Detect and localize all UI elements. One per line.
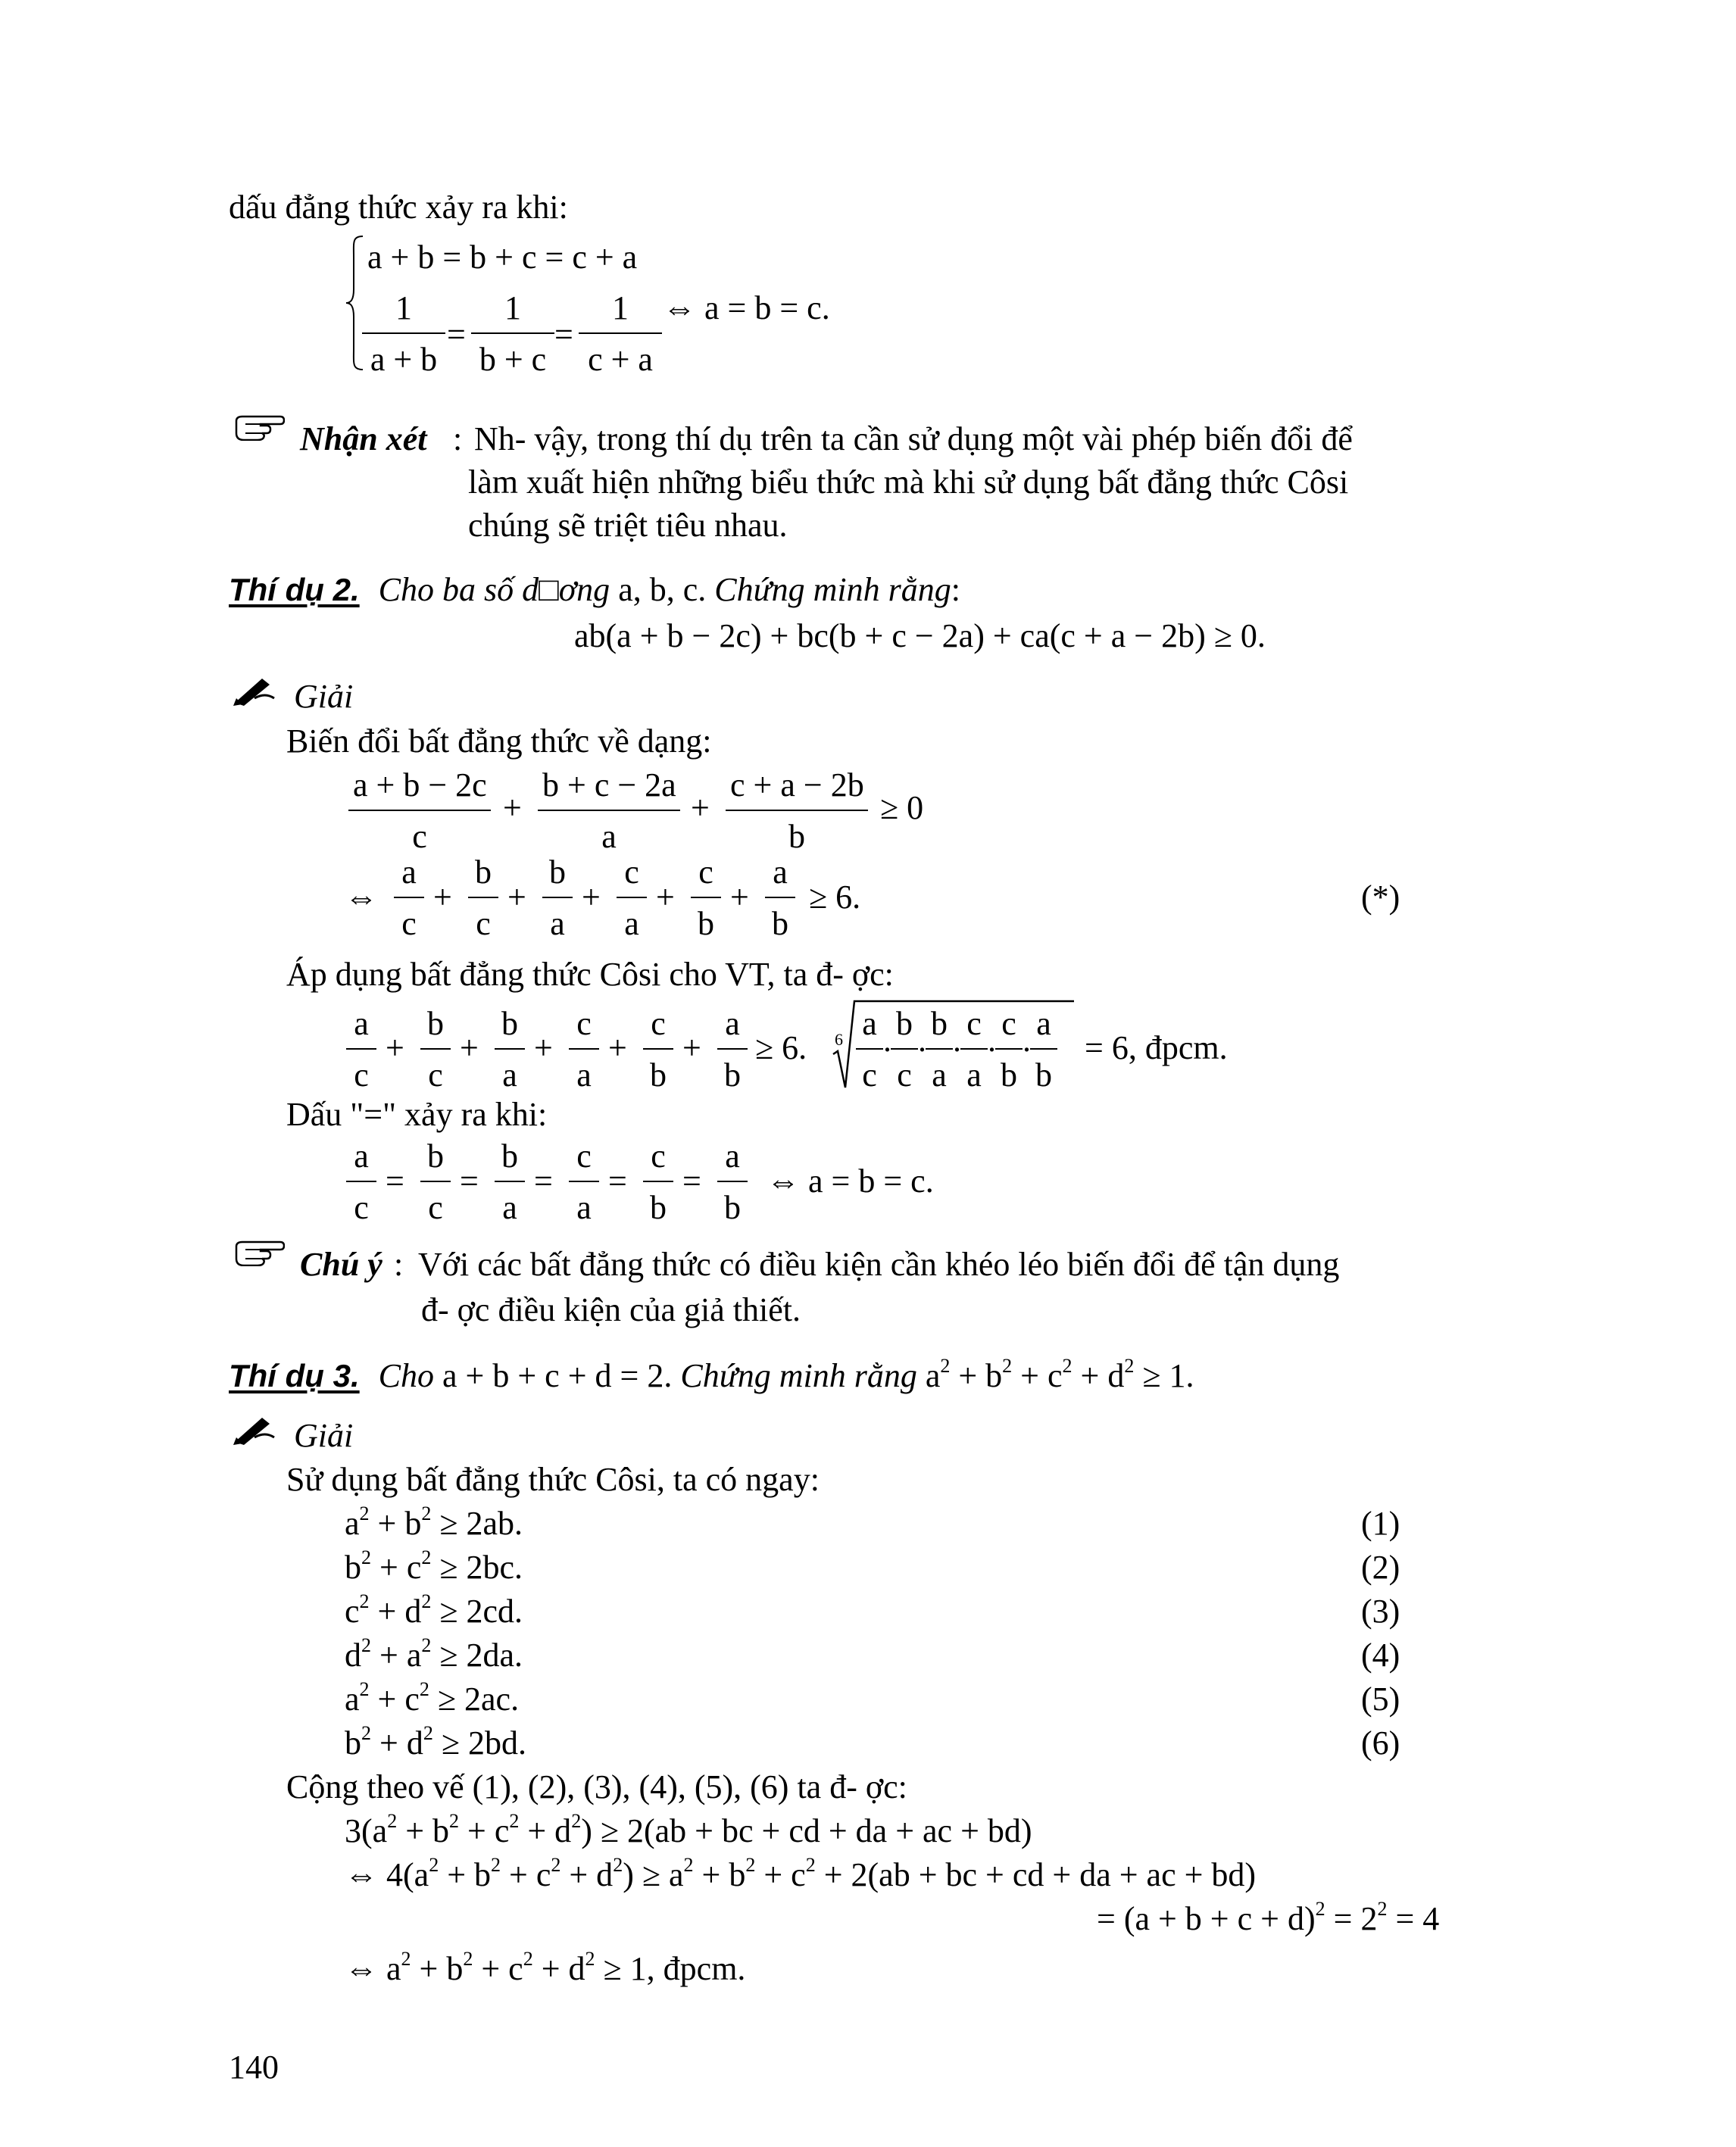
plus-sign: + (582, 878, 601, 916)
root-result: = 6, đpcm. (1085, 1029, 1228, 1066)
example-3-heading: Thí dụ 3. Cho a + b + c + d = 2. Chứng minh rằng $a^2 + b^2 + c^2 + d^2 \ge 1$. (229, 1355, 1194, 1394)
inequality-1: $a^2 + b^2 \ge 2ab$. (345, 1503, 523, 1542)
plus-sign: + (433, 878, 452, 916)
inequality-sign: ≥ 6. (809, 878, 861, 916)
cauchy-intro-text: Sử dụng bất đẳng thức Côsi, ta có ngay: (286, 1461, 820, 1498)
equality-condition-text: Dấu "=" xảy ra khi: (286, 1096, 548, 1133)
ratio-fraction: $\frac{a}{b}$ (717, 1007, 748, 1092)
ratio-fraction: $\frac{a}{c}$ (346, 1140, 376, 1225)
sum-text: Cộng theo vế (1), (2), (3), (4), (5), (6) ta đ- ợc: (286, 1768, 907, 1805)
plus-sign: + (460, 1029, 479, 1066)
ratio-fraction: $\frac{c}{a}$ (617, 856, 647, 941)
pointing-hand-icon (235, 1240, 285, 1266)
system-result: ⇔ a = b = c. (663, 289, 830, 326)
inequality-3: $c^2 + d^2 \ge 2cd$. (345, 1590, 523, 1630)
fraction: $\frac{1}{b + c}$ (471, 292, 554, 376)
equals-sign: = (554, 316, 573, 353)
dot-separator: . (1023, 1022, 1031, 1059)
fraction: $\frac{a + b - 2c}{c}$ (348, 769, 491, 853)
plus-sign: + (730, 878, 749, 916)
inequality-2: $b^2 + c^2 \ge 2bc$. (345, 1546, 523, 1586)
equation-tag: (*) (1361, 878, 1400, 916)
inequality-6: $b^2 + d^2 \ge 2bd$. (345, 1722, 526, 1762)
remark-line-2: làm xuất hiện những biểu thức mà khi sử dụng bất đẳng thức Côsi (468, 463, 1349, 501)
page-number: 140 (229, 2049, 279, 2086)
remark-line-3: chúng sẽ triệt tiêu nhau. (468, 507, 788, 544)
note-line-1: Với các bất đẳng thức có điều kiện cần khéo léo biến đổi để tận dụng (418, 1246, 1340, 1283)
ratio-fraction: $\frac{b}{c}$ (420, 1007, 451, 1092)
dot-separator: . (883, 1022, 891, 1059)
ratio-fraction: $\frac{b}{a}$ (542, 856, 573, 941)
intro-text: dấu đẳng thức xảy ra khi: (229, 189, 568, 226)
ratio-fraction: $\frac{c}{a}$ (569, 1007, 599, 1092)
ratio-fraction: $\frac{a}{b}$ (765, 856, 795, 941)
radicand-fraction: $\frac{c}{a}$ (960, 1007, 988, 1092)
ratio-fraction: $\frac{a}{c}$ (346, 1007, 376, 1092)
example-3-claim: $a^2 + b^2 + c^2 + d^2 \ge 1$. (925, 1355, 1194, 1394)
example-3-title: Thí dụ 3. (229, 1358, 360, 1393)
solution-label: Giải (294, 678, 354, 715)
ratio-fraction: $\frac{b}{a}$ (495, 1007, 525, 1092)
apply-text: Áp dụng bất đẳng thức Côsi cho VT, ta đ- ợc: (286, 956, 894, 993)
inequality-sign: ≥ 0 (880, 789, 924, 826)
inequality-sign: ≥ 6. (755, 1029, 807, 1066)
fraction: $\frac{c + a - 2b}{b}$ (726, 769, 868, 853)
equation-tag: (4) (1361, 1637, 1400, 1674)
ratio-fraction: $\frac{c}{b}$ (691, 856, 721, 941)
root-index: 6 (835, 1030, 843, 1049)
radicand-fraction: $\frac{b}{c}$ (891, 1007, 918, 1092)
radicand-fraction: $\frac{b}{a}$ (926, 1007, 953, 1092)
fraction: $\frac{1}{c + a}$ (579, 292, 662, 376)
equation-tag: (5) (1361, 1680, 1400, 1718)
writing-hand-icon (232, 676, 276, 707)
equivalent-inequality: ⇔ $4(a^2 + b^2 + c^2 + d^2) \ge a^2 + b^2 + c^2 + 2(ab$ + bc + cd + da + ac + bd) (345, 1854, 1257, 1893)
plus-sign: + (691, 789, 710, 826)
ratio-fraction: $\frac{c}{b}$ (643, 1140, 673, 1225)
plus-sign: + (386, 1029, 404, 1066)
note-colon: : (394, 1246, 404, 1283)
equivalence-sign: ⇔ (345, 878, 378, 916)
example-2-heading: Thí dụ 2. Cho ba số d□ơng a, b, c. Chứng minh rằng: (229, 571, 960, 608)
dot-separator: . (988, 1022, 996, 1059)
final-result: ⇔ $a^2 + b^2 + c^2 + d^2 \ge 1$, đpcm. (345, 1948, 746, 1987)
plus-sign: + (534, 1029, 553, 1066)
example-2-title: Thí dụ 2. (229, 572, 360, 607)
equation-tag: (6) (1361, 1724, 1400, 1762)
radicand-fraction: $\frac{c}{b}$ (995, 1007, 1023, 1092)
fraction: $\frac{1}{a + b}$ (362, 292, 445, 376)
plus-sign: + (656, 878, 675, 916)
ratio-fraction: $\frac{a}{b}$ (717, 1140, 748, 1225)
example-3-condition: a + b + c + d = 2. (442, 1357, 673, 1394)
pointing-hand-icon (235, 415, 285, 441)
note-label: Chú ý (300, 1246, 382, 1283)
remark-colon: : (453, 420, 463, 457)
ratio-fraction: $\frac{a}{c}$ (394, 856, 424, 941)
note-line-2: đ- ợc điều kiện của giả thiết. (421, 1291, 801, 1328)
remark-line-1: Nh- vậy, trong thí dụ trên ta cần sử dụng một vài phép biến đổi để (474, 420, 1353, 457)
equation-tag: (1) (1361, 1505, 1400, 1542)
sum-inequality: $3(a^2 + b^2 + c^2 + d^2) \ge 2(ab$ + bc + cd + da + ac + bd) (345, 1810, 1032, 1849)
square-identity: = $(a + b + c + d)^2 = 2^2 = 4$ (1097, 1898, 1440, 1937)
solution-label: Giải (294, 1417, 354, 1454)
example-2-inequality: ab(a + b − 2c) + bc(b + c − 2a) + ca(c + a − 2b) ≥ 0. (574, 617, 1266, 654)
example-2-prove: Chứng minh rằng (714, 571, 951, 608)
equation-tag: (3) (1361, 1593, 1400, 1630)
equals-sign: = (460, 1162, 479, 1200)
plus-sign: + (503, 789, 522, 826)
plus-sign: + (507, 878, 526, 916)
ratio-fraction: $\frac{b}{c}$ (468, 856, 498, 941)
ratio-fraction: $\frac{c}{a}$ (569, 1140, 599, 1225)
system-row-1: a + b = b + c = c + a (367, 239, 638, 276)
ratio-fraction: $\frac{b}{c}$ (420, 1140, 451, 1225)
equals-sign: = (608, 1162, 627, 1200)
inequality-4: $d^2 + a^2 \ge 2da$. (345, 1634, 523, 1674)
inequality-5: $a^2 + c^2 \ge 2ac$. (345, 1678, 520, 1718)
equation-tag: (2) (1361, 1549, 1400, 1586)
equals-sign: = (386, 1162, 404, 1200)
fraction: $\frac{b + c - 2a}{a}$ (538, 769, 680, 853)
radicand-fraction: $\frac{a}{b}$ (1030, 1007, 1057, 1092)
ratio-fraction: $\frac{c}{b}$ (643, 1007, 673, 1092)
ratio-fraction: $\frac{b}{a}$ (495, 1140, 525, 1225)
writing-hand-icon (232, 1415, 276, 1446)
plus-sign: + (682, 1029, 701, 1066)
example-2-given: Cho ba số d□ơng (378, 571, 610, 608)
equals-sign: = (447, 316, 466, 353)
plus-sign: + (608, 1029, 627, 1066)
example-2-variables: a, b, c. (618, 571, 707, 608)
equality-result: ⇔ a = b = c. (767, 1162, 934, 1200)
dot-separator: . (918, 1022, 926, 1059)
radicand-fraction: $\frac{a}{c}$ (856, 1007, 883, 1092)
transform-text: Biến đổi bất đẳng thức về dạng: (286, 722, 712, 760)
equals-sign: = (534, 1162, 553, 1200)
equals-sign: = (682, 1162, 701, 1200)
remark-label: Nhận xét (300, 420, 427, 457)
dot-separator: . (953, 1022, 961, 1059)
